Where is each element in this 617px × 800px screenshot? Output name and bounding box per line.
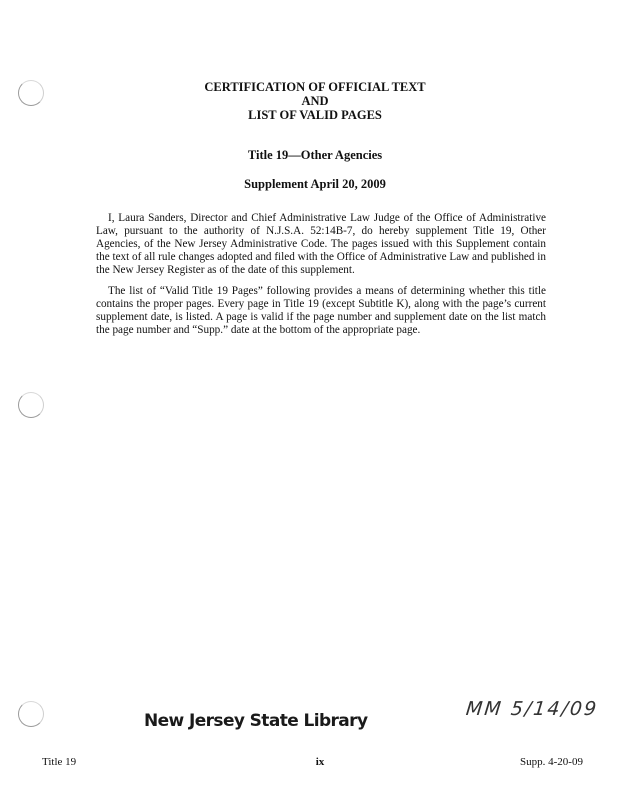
punch-hole-mark	[18, 701, 44, 727]
footer-supplement: Supp. 4-20-09	[520, 756, 583, 768]
library-stamp: New Jersey State Library	[144, 711, 368, 731]
paragraph-text: The list of “Valid Title 19 Pages” following provides a means of determining whether this title contains the proper pages. Every page in Title 19 (except Subtitle K), along with the page’s current supplement date, is listed. A page is valid if the page number and supplement date on the list match the page number and “Supp.” date at the bottom of the appropriate page.	[96, 285, 546, 336]
heading-line-1: CERTIFICATION OF OFFICIAL TEXT	[204, 80, 426, 94]
heading-line-3: LIST OF VALID PAGES	[248, 108, 382, 122]
supplement-date: Supplement April 20, 2009	[244, 177, 386, 191]
heading-line-2: AND	[301, 94, 329, 108]
punch-hole-mark	[18, 392, 44, 418]
document-heading	[150, 80, 480, 122]
page-number: ix	[315, 756, 325, 768]
paragraph-text: I, Laura Sanders, Director and Chief Administrative Law Judge of the Office of Administrative Law, pursuant to the authority of N.J.S.A. 52:14B-7, do hereby supplement Title 19, Other Agencies, of the New Jersey Administrative Code. The pages issued with this Supplement contain the text of all rule changes adopted and filed with the Office of Administrative Law and published in the New Jersey Register as of the date of this supplement.	[96, 212, 546, 276]
footer-title: Title 19	[42, 756, 77, 768]
certification-paragraph	[96, 212, 546, 277]
valid-pages-paragraph	[96, 285, 546, 337]
title-name: Title 19—Other Agencies	[247, 148, 383, 162]
handwritten-initials-date: MM 5/14/09	[464, 698, 600, 720]
punch-hole-mark	[18, 80, 44, 106]
